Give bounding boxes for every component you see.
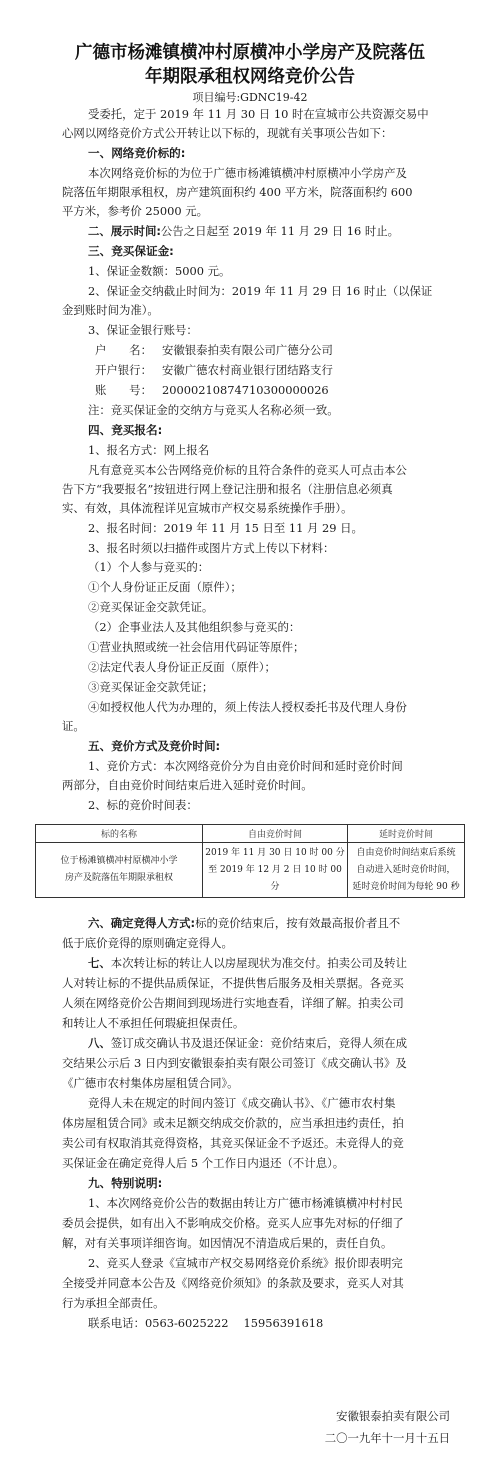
bidding-method: 1、竞价方式：本次网络竞价分为自由竞价时间和延时竞价时间	[88, 759, 403, 773]
section-2-heading: 二、展示时间:	[88, 224, 161, 238]
section-9-heading: 九、特别说明:	[88, 1176, 163, 1190]
section-7-text: 本次转让标的转让人以房屋现状为准交付。拍卖公司及转让	[110, 956, 407, 970]
table-cell-name	[36, 843, 203, 898]
table-header: 自由竞价时间	[203, 825, 348, 843]
registration-time: 2、报名时间：2019 年 11 月 15 日至 11 月 29 日。	[88, 521, 363, 535]
cell-line: 2019 年 11 月 30 日 10 时 00 分	[205, 847, 345, 858]
individual-item: ②竞买保证金交款凭证。	[88, 600, 214, 614]
cell-line: 房产及院落伍年期限承租权	[64, 873, 173, 883]
individual-heading: （1）个人参与竞买的：	[88, 560, 210, 574]
section-4-heading: 四、竞买报名:	[88, 423, 163, 437]
contact-phone: 联系电话：0563-6025222 15956391618	[88, 1316, 324, 1330]
individual-item: ①个人身份证正反面（原件）；	[88, 580, 242, 594]
section-8-line: 交结果公示后 3 日内到安徽银泰拍卖有限公司签订《成交确认书》及	[62, 1056, 407, 1070]
bidding-method-cont: 两部分，自由竞价时间结束后进入延时竞价时间。	[62, 778, 313, 792]
section-7-paragraph	[88, 954, 470, 972]
registration-paragraph: 实、有效，具体流程详见宣城市产权交易系统操作手册）。	[62, 501, 353, 515]
section-9-line: 解，对有关事项详细咨询。如因情况不清造成后果的，责任自负。	[62, 1236, 393, 1250]
project-code: 项目编号:GDNC19-42	[192, 91, 308, 104]
account-number: 20000210874710300000026	[162, 383, 329, 397]
cell-line: 位于杨滩镇横冲村原横冲小学	[60, 856, 178, 866]
enterprise-item: ①营业执照或统一社会信用代码证等原件；	[88, 640, 305, 654]
table-cell-delay-time	[348, 843, 465, 898]
section-8-line: 卖公司有权取消其竞得资格，其竞买保证金不予返还。未竞得人的竞	[62, 1136, 404, 1150]
intro-line: 心网以网络竞价方式公开转让以下标的，现就有关事项公告如下：	[62, 126, 393, 140]
section-6-line: 低于底价竞得的原则确定竞得人。	[62, 936, 233, 950]
deposit-amount: 1、保证金数额：5000 元。	[88, 264, 231, 278]
section-8-heading: 八、	[88, 1036, 111, 1050]
enterprise-item: ③竞买保证金交款凭证；	[88, 680, 214, 694]
enterprise-item-cont: 证。	[62, 719, 85, 733]
section-8-line: 《广德市农村集体房屋租赁合同》。	[62, 1076, 239, 1090]
section-9-line: 1、本次网络竞价公告的数据由转让方广德市杨滩镇横冲村村民	[88, 1196, 403, 1210]
bidding-schedule-table	[35, 824, 465, 898]
section-2-text: 公告之日起至 2019 年 11 月 29 日 16 时止。	[160, 224, 400, 238]
enterprise-item: ④如授权他人代为办理的，须上传法人授权委托书及代理人身份	[88, 700, 407, 714]
section-7-line: 人对转让标的不提供品质保证，不提供售后服务及相关票据。各竞买	[62, 976, 404, 990]
section-9-line: 2、竞买人登录《宣城市产权交易网络竞价系统》报价即表明完	[88, 1256, 403, 1270]
enterprise-item: ②法定代表人身份证正反面（原件）；	[88, 660, 276, 674]
table-header: 延时竞价时间	[348, 825, 465, 843]
cell-line: 至 2019 年 12 月 2 日 10 时 00 分	[208, 864, 342, 892]
deposit-deadline: 2、保证金交纳截止时间为：2019 年 11 月 29 日 16 时止（以保证	[88, 284, 433, 298]
deposit-account-heading: 3、保证金银行账号：	[88, 323, 198, 337]
table-row	[36, 843, 465, 898]
section-9-line: 全接受并同意本公告及《网络竞价须知》的条款及要求，竞买人对其	[62, 1276, 404, 1290]
section-7-heading: 七、	[88, 956, 111, 970]
table-header-row	[36, 825, 465, 843]
section-1-heading: 一、网络竞价标的:	[88, 146, 186, 160]
section-8-line: 买保证金在确定竞得人后 5 个工作日内退还（不计息）。	[62, 1156, 345, 1170]
registration-paragraph: 凡有意竞买本公告网络竞价标的且符合条件的竞买人可点击本公	[88, 463, 407, 477]
section-6-heading: 六、确定竞得人方式:	[88, 916, 196, 930]
schedule-caption: 2、标的竞价时间表：	[88, 798, 198, 812]
title-line-2: 年期限承租权网络竞价公告	[145, 67, 355, 87]
section-8-paragraph	[88, 1034, 470, 1052]
signature-date: 二〇一九年十一月十五日	[324, 1431, 450, 1445]
section-7-line: 人须在网络竞价公告期间到现场进行实地查看，详细了解。拍卖公司	[62, 996, 404, 1010]
section-6-paragraph	[88, 914, 470, 932]
account-number-label: 账 号：	[95, 383, 152, 397]
bank-label: 开户银行：	[95, 363, 152, 377]
deposit-deadline-cont: 金到账时间为准）。	[62, 303, 159, 317]
section-3-heading: 三、竞买保证金:	[88, 244, 174, 258]
signature-company: 安徽银泰拍卖有限公司	[336, 1409, 450, 1423]
section-2-paragraph	[88, 222, 470, 240]
deposit-note: 注：竞买保证金的交纳方与竞买人名称必须一致。	[88, 403, 339, 417]
section-6-text: 标的竞价结束后，按有效最高报价者且不	[195, 916, 401, 930]
bank-name: 安徽广德农村商业银行团结路支行	[162, 363, 333, 377]
cell-line: 自动进入延时竞价时间，	[356, 864, 456, 875]
cell-line: 延时竞价时间为每轮 90 秒	[352, 881, 460, 892]
registration-method: 1、报名方式：网上报名	[88, 443, 210, 457]
enterprise-heading: （2）企事业法人及其他组织参与竞买的：	[88, 620, 301, 634]
registration-paragraph: 告下方“我要报名”按钮进行网上登记注册和报名（注册信息必须真	[62, 482, 393, 496]
section-8-line: 体房屋租赁合同》或未足额交纳成交价款的，应当承担违约责任，拍	[62, 1116, 404, 1130]
section-8-text: 签订成交确认书及退还保证金：竞价结束后，竞得人须在成	[110, 1036, 407, 1050]
title-line-1: 广德市杨滩镇横冲村原横冲小学房产及院落伍	[75, 43, 425, 63]
table-cell-free-time	[203, 843, 348, 898]
section-1-line: 本次网络竞价标的为位于广德市杨滩镇横冲村原横冲小学房产及	[88, 166, 407, 180]
section-1-line: 院落伍年期限承租权，房产建筑面积约 400 平方米，院落面积约 600	[62, 185, 413, 199]
section-5-heading: 五、竞价方式及竞价时间:	[88, 739, 221, 753]
section-9-line: 委员会提供，如有出入不影响成交价格。竞买人应事先对标的仔细了	[62, 1216, 404, 1230]
intro-line: 受委托，定于 2019 年 11 月 30 日 10 时在宣城市公共资源交易中	[88, 107, 429, 121]
section-1-line: 平方米，参考价 25000 元。	[62, 204, 208, 218]
account-name-label: 户 名：	[95, 343, 152, 357]
account-name: 安徽银泰拍卖有限公司广德分公司	[162, 343, 333, 357]
cell-line: 自由竞价时间结束后系统	[356, 847, 456, 858]
section-7-line: 和转让人不承担任何瑕疵担保责任。	[62, 1016, 245, 1030]
upload-requirement: 3、报名时须以扫描件或图片方式上传以下材料：	[88, 541, 335, 555]
section-9-line: 行为承担全部责任。	[62, 1296, 165, 1310]
section-8-line: 竞得人未在规定的时间内签订《成交确认书》、《广德市农村集	[88, 1096, 396, 1110]
table-header: 标的名称	[36, 825, 203, 843]
